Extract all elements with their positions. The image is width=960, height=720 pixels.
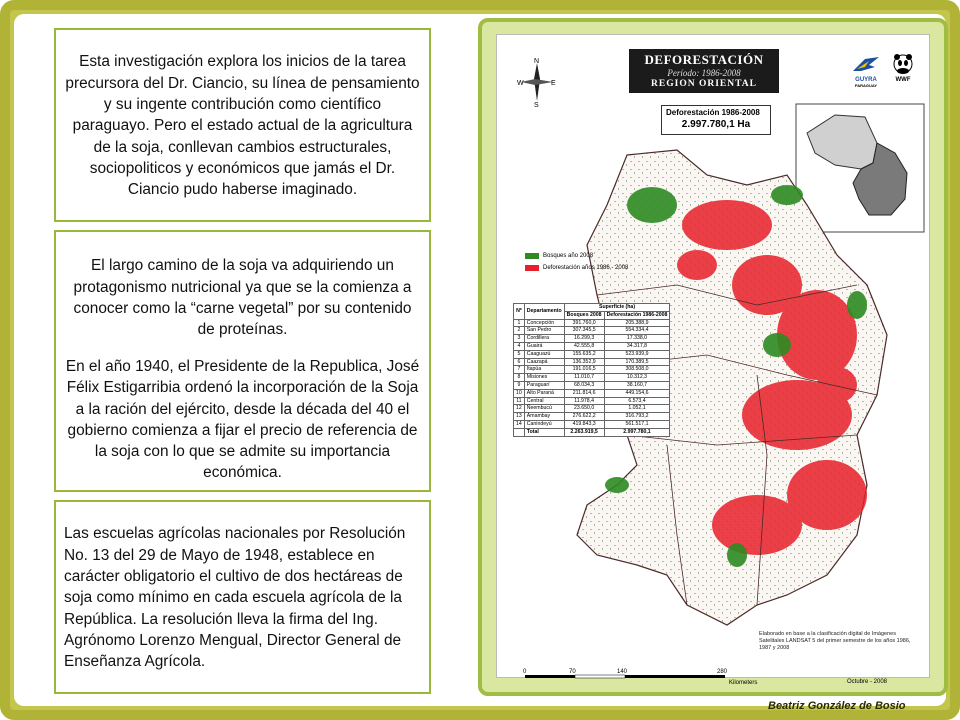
legend-deforestation-label: Deforestación años 1986 - 2008 [543,265,629,271]
table-cell: Total [524,428,564,436]
table-cell: 14 [514,420,525,428]
table-cell: Caazapá [524,358,564,366]
col-header-deforestacion: Deforestación 1986-2008 [604,311,670,319]
table-cell: 561.517,1 [604,420,670,428]
table-cell: 554.334,4 [604,327,670,335]
table-cell: 34.317,8 [604,342,670,350]
table-cell: 3 [514,335,525,343]
table-cell: Alto Paraná [524,389,564,397]
table-cell: 307.345,5 [564,327,604,335]
legend-forest-label: Bosques año 2008 [543,253,594,259]
table-cell [514,428,525,436]
table-cell: 11.010,7 [564,374,604,382]
table-row [514,366,670,374]
map-period: Período: 1986-2008 [667,68,741,78]
bird-icon [851,55,881,75]
table-cell: 38.160,7 [604,381,670,389]
table-cell: 17.338,0 [604,335,670,343]
col-header-num: Nº [514,304,525,320]
scale-unit: Kilometers [729,680,758,685]
table-cell: Concepción [524,319,564,327]
deforestation-total-box [661,105,771,135]
compass-s: S [534,102,539,107]
legend-forest-swatch [525,253,539,259]
table-row [514,350,670,358]
table-cell: Central [524,397,564,405]
col-header-dept: Departamento [524,304,564,320]
soja-history-para-2: En el año 1940, el Presidente de la Republica, José Félix Estigarribia ordenó la incorporación de la Soja a la ración del ejército, desde la década del 40 el gobierno comienza a fijar el precio de referencia de la soja con lo que se admite su importancia económica. [65,357,420,482]
table-cell: 211.814,6 [564,389,604,397]
table-cell: 1.052,1 [604,405,670,413]
table-cell: 316.793,2 [604,413,670,421]
table-cell: 10.312,3 [604,374,670,382]
table-cell: 6 [514,358,525,366]
table-cell: Guairá [524,342,564,350]
map-legend [525,253,628,277]
table-row [514,397,670,405]
guyra-label: GUYRA [855,77,877,83]
compass-w: W [517,80,524,87]
col-header-superficie: Superficie (ha) [564,304,670,312]
table-cell: 6.573,4 [604,397,670,405]
table-total-row [514,428,670,436]
table-row [514,374,670,382]
table-cell: 11 [514,397,525,405]
table-cell: 4 [514,342,525,350]
wwf-logo [891,53,915,83]
table-row [514,420,670,428]
table-cell: Itapúa [524,366,564,374]
table-cell: 42.555,8 [564,342,604,350]
legend-deforestation-swatch [525,265,539,271]
table-row [514,335,670,343]
table-cell: 23.650,0 [564,405,604,413]
legend-forest [525,253,628,259]
table-cell: Amambay [524,413,564,421]
table-row [514,389,670,397]
guyra-sub-label: PARAGUAY [854,83,878,88]
deforestation-map [496,34,930,685]
wwf-label: WWF [895,77,911,83]
table-cell: 205.388,9 [604,319,670,327]
table-cell: 523.939,9 [604,350,670,358]
col-header-bosques: Bosques 2008 [564,311,604,319]
table-cell: 391.760,0 [564,319,604,327]
map-frame [478,18,948,696]
table-cell: Cordillera [524,335,564,343]
table-cell: 10 [514,389,525,397]
resolution-text: Las escuelas agrícolas nacionales por Resolución No. 13 del 29 de Mayo de 1948, establece en carácter obligatorio el cultivo de dos hectáreas de soja como mínimo en cada escuela agrícola de la República. La resolución lleva la firma del Ing. Agrónomo Lorenzo Mengual, Director General de Enseñanza Agrícola. [64,525,406,671]
author-credit: Beatriz González de Bosio [768,700,906,712]
map-title: DEFORESTACIÓN [644,52,764,67]
scale-tick-140: 140 [617,669,628,675]
intro-text-box [54,28,431,222]
soja-history-text-box [54,230,431,492]
table-cell: Misiones [524,374,564,382]
soja-history-para-1: El largo camino de la soja va adquiriendo un protagonismo nutricional ya que se la comienza a conocer como la “carne vegetal” por su contenido de proteínas. [73,257,412,339]
table-cell: 7 [514,366,525,374]
map-date: Octubre - 2008 [847,679,888,685]
resolution-text-box [54,500,431,694]
department-table [513,303,670,437]
table-cell: 449.154,6 [604,389,670,397]
table-cell: 5 [514,350,525,358]
guyra-logo [851,55,881,88]
table-cell: 68.034,3 [564,381,604,389]
intro-text: Esta investigación explora los inicios de la tarea precursora del Dr. Ciancio, su línea de pensamiento y su ingente contribución como científico paraguayo. Pero el estado actual de la agricultura de la soja, conllevan cambios estructurales, sociopoliticos y económicos que jamás el Dr. Ciancio pudo haberse imaginado. [65,53,420,199]
table-row [514,342,670,350]
table-cell: San Pedro [524,327,564,335]
table-cell: 1 [514,319,525,327]
table-row [514,381,670,389]
scale-tick-280: 280 [717,669,728,675]
compass-n: N [534,58,540,65]
deforestation-total-label: Deforestación 1986-2008 [666,108,760,117]
legend-deforestation [525,265,628,271]
table-cell: 13 [514,413,525,421]
scale-bar [519,665,769,687]
scale-tick-70: 70 [569,669,576,675]
table-cell: 2.997.780,1 [604,428,670,436]
table-cell: 170.389,5 [604,358,670,366]
table-row [514,319,670,327]
panda-icon [891,53,915,75]
table-cell: 16.299,3 [564,335,604,343]
table-cell: 276.622,2 [564,413,604,421]
table-cell: 2 [514,327,525,335]
table-row [514,327,670,335]
table-cell: 9 [514,381,525,389]
table-cell: 11.978,4 [564,397,604,405]
scale-bar-graphic [519,665,769,685]
compass-e: E [551,80,556,87]
compass-rose-icon [517,57,557,107]
table-cell: 8 [514,374,525,382]
scale-tick-0: 0 [523,669,527,675]
table-cell: 2.263.919,5 [564,428,604,436]
table-cell: 419.843,3 [564,420,604,428]
table-row [514,358,670,366]
table-cell: Caaguazú [524,350,564,358]
table-cell: 191.016,5 [564,366,604,374]
table-row [514,413,670,421]
table-cell: Ñeembucú [524,405,564,413]
table-cell: 136.352,9 [564,358,604,366]
table-cell: Paraguarí [524,381,564,389]
table-cell: Canindeyú [524,420,564,428]
deforestation-total-value: 2.997.780,1 Ha [681,119,751,130]
map-title-box [629,49,779,93]
map-region: REGION ORIENTAL [651,79,757,89]
table-cell: 12 [514,405,525,413]
table-row [514,405,670,413]
table-cell: 308.508,0 [604,366,670,374]
table-cell: 155.635,2 [564,350,604,358]
source-note: Elaborado en base a la clasificación digital de Imágenes Satelitales LANDSAT 5 del primer semestre de los años 1986, 1987 y 2008 [759,631,911,651]
